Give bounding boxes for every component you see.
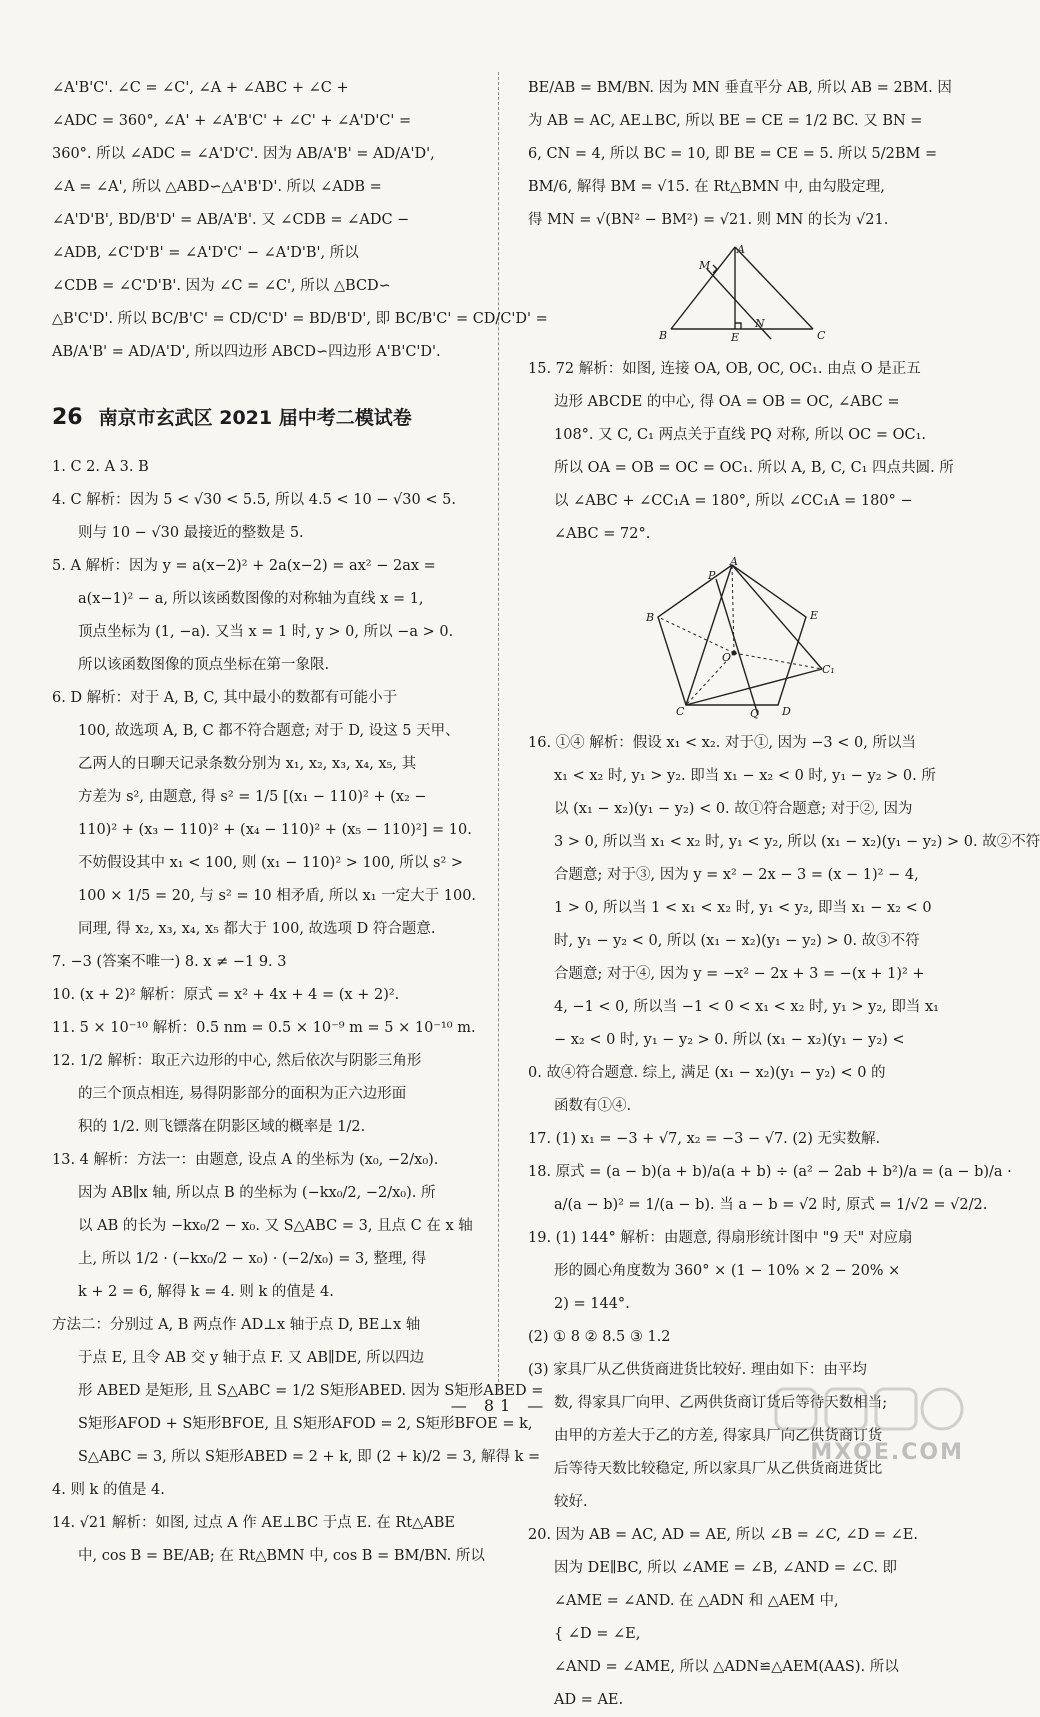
- label-e: E: [730, 331, 739, 344]
- text-line: 形的圆心角度数为 360° × (1 − 10% × 2 − 20% ×: [554, 1263, 901, 1279]
- text-line: x₁ < x₂ 时, y₁ > y₂. 即当 x₁ − x₂ < 0 时, y₁ − y₂ > 0. 所: [554, 768, 936, 784]
- text-line: 边形 ABCDE 的中心, 得 OA = OB = OC, ∠ABC =: [554, 394, 900, 410]
- text-line: ∠A'D'B', BD/B'D' = AB/A'B'. 又 ∠CDB = ∠ADC −: [52, 212, 410, 228]
- text-line: 方差为 s², 由题意, 得 s² = 1/5 [(x₁ − 110)² + (x₂ −: [78, 789, 427, 805]
- text-line: 10. (x + 2)² 解析：原式 = x² + 4x + 4 = (x + 2)².: [52, 987, 400, 1003]
- text-line: 4, −1 < 0, 所以当 −1 < 0 < x₁ < x₂ 时, y₁ > y₂, 即当 x₁: [554, 999, 939, 1015]
- text-line: AD = AE.: [554, 1692, 624, 1708]
- label-d: D: [781, 705, 791, 718]
- text-line: 较好.: [554, 1494, 588, 1510]
- text-line: 数, 得家具厂向甲、乙两供货商订货后等待天数相当;: [554, 1395, 888, 1411]
- text-line: 合题意; 对于④, 因为 y = −x² − 2x + 3 = −(x + 1)² +: [554, 966, 925, 982]
- column-divider: [498, 72, 499, 1392]
- text-line: 以 (x₁ − x₂)(y₁ − y₂) < 0. 故①符合题意; 对于②, 因为: [554, 801, 913, 817]
- text-line: { ∠D = ∠E,: [554, 1626, 641, 1642]
- text-line: a/(a − b)² = 1/(a − b). 当 a − b = √2 时, 原式 = 1/√2 = √2/2.: [554, 1197, 988, 1213]
- text-line: a(x−1)² − a, 所以该函数图像的对称轴为直线 x = 1,: [78, 591, 424, 607]
- text-line: 19. (1) 144° 解析：由题意, 得扇形统计图中 "9 天" 对应扇: [528, 1230, 913, 1246]
- text-line: 后等待天数比较稳定, 所以家具厂从乙供货商进货比: [554, 1461, 883, 1477]
- text-line: ∠AND = ∠AME, 所以 △ADN≌△AEM(AAS). 所以: [554, 1659, 899, 1675]
- text-line: 于点 E, 且令 AB 交 y 轴于点 F. 又 AB∥DE, 所以四边: [78, 1350, 425, 1366]
- text-line: − x₂ < 0 时, y₁ − y₂ > 0. 所以 (x₁ − x₂)(y₁ − y₂) <: [554, 1032, 905, 1048]
- label-q: Q: [749, 707, 759, 720]
- text-line: 14. √21 解析：如图, 过点 A 作 AE⊥BC 于点 E. 在 Rt△ABE: [52, 1515, 455, 1531]
- text-line: 中, cos B = BE/AB; 在 Rt△BMN 中, cos B = BM/BN. 所以: [78, 1548, 485, 1564]
- label-c: C: [816, 329, 825, 342]
- text-line: 以 AB 的长为 −kx₀/2 − x₀. 又 S△ABC = 3, 且点 C 在 x 轴: [78, 1218, 473, 1234]
- text-line: 360°. 所以 ∠ADC = ∠A'D'C'. 因为 AB/A'B' = AD/A'D',: [52, 146, 435, 162]
- text-line: 16. ①④ 解析：假设 x₁ < x₂. 对于①, 因为 −3 < 0, 所以当: [528, 735, 916, 751]
- text-line: 由甲的方差大于乙的方差, 得家具厂向乙供货商订货: [554, 1428, 883, 1444]
- text-line: 12. 1/2 解析：取正六边形的中心, 然后依次与阴影三角形: [52, 1053, 422, 1069]
- section-number: 26: [52, 405, 83, 430]
- text-line: 18. 原式 = (a − b)(a + b)/a(a + b) ÷ (a² − 2ab + b²)/a = (a − b)/a ·: [528, 1164, 1012, 1180]
- text-line: (3) 家具厂从乙供货商进货比较好. 理由如下：由平均: [528, 1362, 867, 1378]
- text-line: ∠ABC = 72°.: [554, 526, 651, 542]
- label-c1: C₁: [821, 663, 835, 676]
- text-line: ∠ADC = 360°, ∠A' + ∠A'B'C' + ∠C' + ∠A'D'C' =: [52, 113, 412, 129]
- label-b: B: [658, 329, 667, 342]
- text-line: 4. C 解析：因为 5 < √30 < 5.5, 所以 4.5 < 10 − √30 < 5.: [52, 492, 456, 508]
- text-line: 得 MN = √(BN² − BM²) = √21. 则 MN 的长为 √21.: [528, 212, 889, 228]
- text-line: 上, 所以 1/2 · (−kx₀/2 − x₀) · (−2/x₀) = 3, 整理, 得: [78, 1251, 427, 1267]
- text-line: ∠AME = ∠AND. 在 △ADN 和 △AEM 中,: [554, 1593, 839, 1609]
- label-p: P: [707, 569, 715, 582]
- text-line: 为 AB = AC, AE⊥BC, 所以 BE = CE = 1/2 BC. 又 BN =: [528, 113, 923, 129]
- text-line: △B'C'D'. 所以 BC/B'C' = CD/C'D' = BD/B'D', 即 BC/B'C' = CD/C'D' =: [52, 311, 548, 327]
- text-line: k + 2 = 6, 解得 k = 4. 则 k 的值是 4.: [78, 1284, 334, 1300]
- text-line: 因为 AB∥x 轴, 所以点 B 的坐标为 (−kx₀/2, −2/x₀). 所: [78, 1185, 436, 1201]
- page-number: — 81 —: [450, 1396, 550, 1415]
- text-line: 13. 4 解析：方法一：由题意, 设点 A 的坐标为 (x₀, −2/x₀).: [52, 1152, 439, 1168]
- section-heading: [52, 403, 472, 433]
- pentagon-figure: [528, 555, 953, 720]
- text-line: ∠A'B'C'. ∠C = ∠C', ∠A + ∠ABC + ∠C +: [52, 80, 349, 96]
- text-line: 同理, 得 x₂, x₃, x₄, x₅ 都大于 100, 故选项 D 符合题意.: [78, 921, 436, 937]
- text-line: 5. A 解析：因为 y = a(x−2)² + 2a(x−2) = ax² − 2ax =: [52, 558, 436, 574]
- triangle-diagram: [651, 243, 831, 343]
- text-line: 17. (1) x₁ = −3 + √7, x₂ = −3 − √7. (2) 无实数解.: [528, 1131, 881, 1147]
- text-line: 时, y₁ − y₂ < 0, 所以 (x₁ − x₂)(y₁ − y₂) > 0. 故③不符: [554, 933, 920, 949]
- triangle-figure: [528, 243, 953, 343]
- text-line: 108°. 又 C, C₁ 两点关于直线 PQ 对称, 所以 OC = OC₁.: [554, 427, 927, 443]
- right-column: [528, 72, 1040, 1717]
- text-line: 所以该函数图像的顶点坐标在第一象限.: [78, 657, 330, 673]
- text-line: 乙两人的日聊天记录条数分别为 x₁, x₂, x₃, x₄, x₅, 其: [78, 756, 417, 772]
- text-line: 20. 因为 AB = AC, AD = AE, 所以 ∠B = ∠C, ∠D = ∠E.: [528, 1527, 918, 1543]
- text-line: 顶点坐标为 (1, −a). 又当 x = 1 时, y > 0, 所以 −a > 0.: [78, 624, 454, 640]
- text-line: 以 ∠ABC + ∠CC₁A = 180°, 所以 ∠CC₁A = 180° −: [554, 493, 913, 509]
- text-line: 1. C 2. A 3. B: [52, 459, 149, 475]
- text-line: AB/A'B' = AD/A'D', 所以四边形 ABCD∽四边形 A'B'C'D'.: [52, 344, 441, 360]
- text-line: 3 > 0, 所以当 x₁ < x₂ 时, y₁ < y₂, 所以 (x₁ − x₂)(y₁ − y₂) > 0. 故②不符: [554, 834, 1040, 850]
- text-line: 函数有①④.: [554, 1098, 632, 1114]
- text-line: 则与 10 − √30 最接近的整数是 5.: [78, 525, 304, 541]
- text-line: BM/6, 解得 BM = √15. 在 Rt△BMN 中, 由勾股定理,: [528, 179, 885, 195]
- text-line: ∠A = ∠A', 所以 △ABD∽△A'B'D'. 所以 ∠ADB =: [52, 179, 382, 195]
- text-line: 4. 则 k 的值是 4.: [52, 1482, 165, 1498]
- label-m: M: [698, 259, 710, 272]
- pentagon-diagram: [645, 555, 836, 720]
- text-line: ∠CDB = ∠C'D'B'. 因为 ∠C = ∠C', 所以 △BCD∽: [52, 278, 391, 294]
- label-a: A: [729, 555, 738, 568]
- text-line: 合题意; 对于③, 因为 y = x² − 2x − 3 = (x − 1)² − 4,: [554, 867, 919, 883]
- text-line: 因为 DE∥BC, 所以 ∠AME = ∠B, ∠AND = ∠C. 即: [554, 1560, 898, 1576]
- text-line: S矩形AFOD + S矩形BFOE, 且 S矩形AFOD = 2, S矩形BFOE = k,: [78, 1416, 533, 1432]
- label-o: O: [721, 651, 731, 664]
- text-line: (2) ① 8 ② 8.5 ③ 1.2: [528, 1329, 671, 1345]
- section-title: 南京市玄武区 2021 届中考二模试卷: [98, 407, 412, 429]
- text-line: 7. −3 (答案不唯一) 8. x ≠ −1 9. 3: [52, 954, 287, 970]
- text-line: 11. 5 × 10⁻¹⁰ 解析：0.5 nm = 0.5 × 10⁻⁹ m = 5 × 10⁻¹⁰ m.: [52, 1020, 476, 1036]
- text-line: 100, 故选项 A, B, C 都不符合题意; 对于 D, 设这 5 天甲、: [78, 723, 460, 739]
- label-n: N: [754, 317, 765, 330]
- text-line: 6. D 解析：对于 A, B, C, 其中最小的数都有可能小于: [52, 690, 398, 706]
- watermark-text: MXQE.COM: [810, 1440, 964, 1465]
- label-c: C: [675, 705, 684, 718]
- text-line: 积的 1/2. 则飞镖落在阴影区域的概率是 1/2.: [78, 1119, 366, 1135]
- text-line: 的三个顶点相连, 易得阴影部分的面积为正六边形面: [78, 1086, 407, 1102]
- text-line: BE/AB = BM/BN. 因为 MN 垂直平分 AB, 所以 AB = 2BM. 因: [528, 80, 952, 96]
- text-line: 方法二：分别过 A, B 两点作 AD⊥x 轴于点 D, BE⊥x 轴: [52, 1317, 421, 1333]
- text-line: 2) = 144°.: [554, 1296, 630, 1312]
- label-b: B: [645, 611, 654, 624]
- text-line: 形 ABED 是矩形, 且 S△ABC = 1/2 S矩形ABED. 因为 S矩形ABED =: [78, 1383, 544, 1399]
- text-line: 6, CN = 4, 所以 BC = 10, 即 BE = CE = 5. 所以 5/2BM =: [528, 146, 938, 162]
- text-line: 1 > 0, 所以当 1 < x₁ < x₂ 时, y₁ < y₂, 即当 x₁ − x₂ < 0: [554, 900, 932, 916]
- text-line: 不妨假设其中 x₁ < 100, 则 (x₁ − 110)² > 100, 所以 s² >: [78, 855, 464, 871]
- label-e: E: [809, 609, 818, 622]
- text-line: S△ABC = 3, 所以 S矩形ABED = 2 + k, 即 (2 + k)/2 = 3, 解得 k =: [78, 1449, 541, 1465]
- text-line: ∠ADB, ∠C'D'B' = ∠A'D'C' − ∠A'D'B', 所以: [52, 245, 359, 261]
- text-line: 0. 故④符合题意. 综上, 满足 (x₁ − x₂)(y₁ − y₂) < 0 的: [528, 1065, 886, 1081]
- text-line: 100 × 1/5 = 20, 与 s² = 10 相矛盾, 所以 x₁ 一定大于 100.: [78, 888, 477, 904]
- text-line: 110)² + (x₃ − 110)² + (x₄ − 110)² + (x₅ − 110)²] = 10.: [78, 822, 472, 838]
- text-line: 15. 72 解析：如图, 连接 OA, OB, OC, OC₁. 由点 O 是正五: [528, 361, 921, 377]
- label-a: A: [736, 243, 745, 256]
- text-line: 所以 OA = OB = OC = OC₁. 所以 A, B, C, C₁ 四点共圆. 所: [554, 460, 954, 476]
